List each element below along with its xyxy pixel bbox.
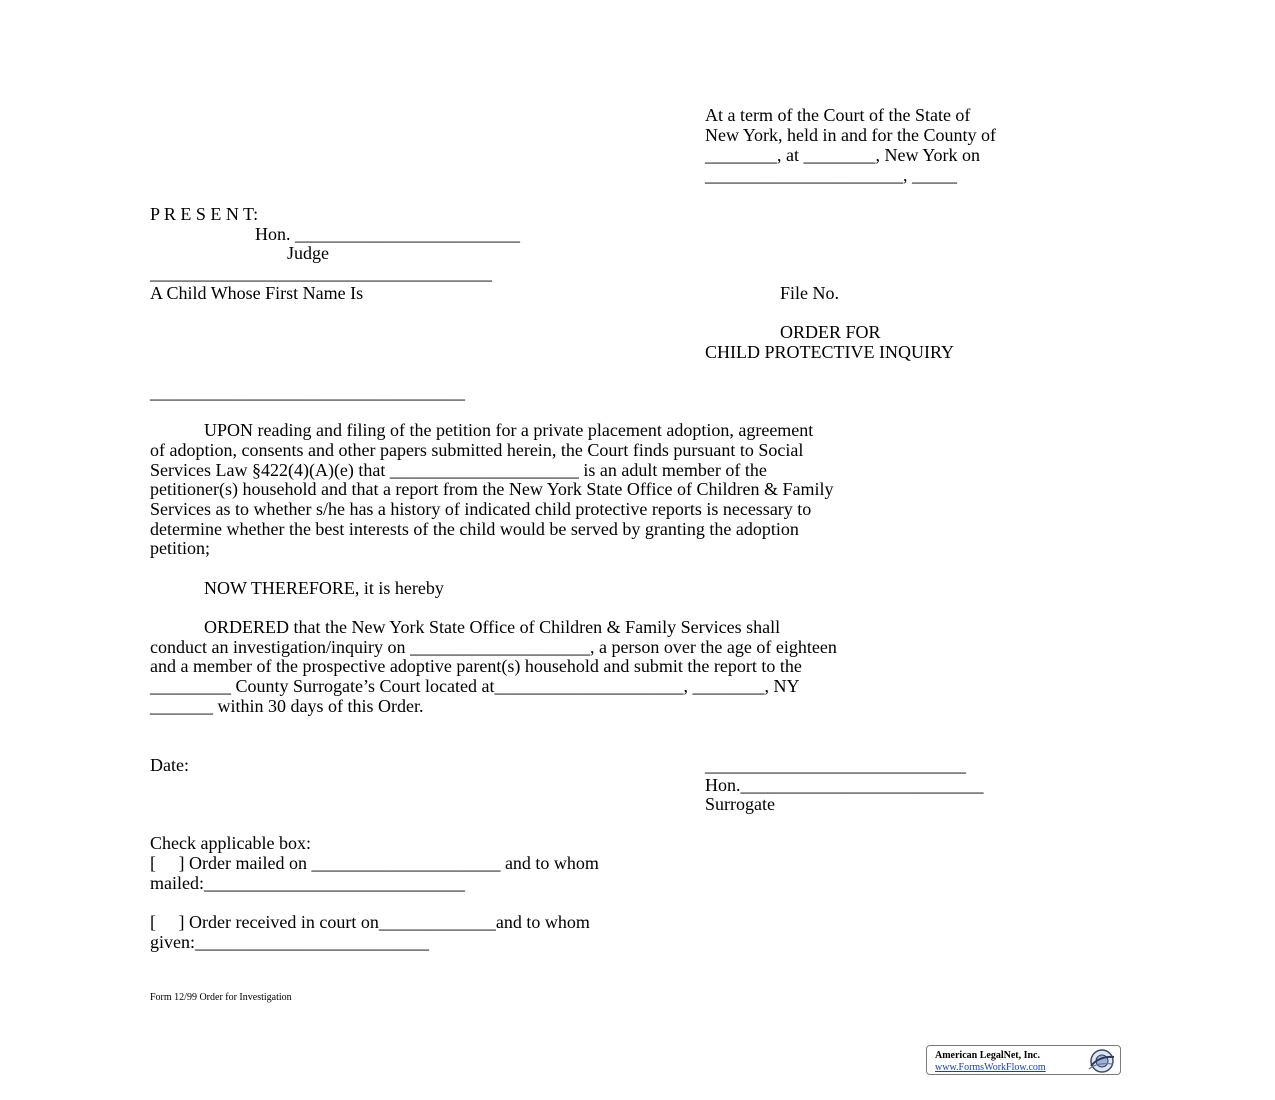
date-label: Date: — [150, 755, 189, 775]
surrogate-name-line: Hon.___________________________ — [705, 775, 984, 795]
paragraph-ordered-line-5: _______ within 30 days of this Order. — [150, 696, 424, 716]
order-title-line-2: CHILD PROTECTIVE INQUIRY — [705, 342, 954, 362]
paragraph-ordered-line-3: and a member of the prospective adoptive parent(s) household and submit the report to the — [150, 656, 802, 676]
paragraph-ordered-line-1: ORDERED that the New York State Office of Children & Family Services shall — [150, 617, 781, 637]
child-first-name-label: A Child Whose First Name Is — [150, 283, 364, 303]
court-header-line-3: ________, at ________, New York on — [705, 145, 981, 165]
court-header-line-1: At a term of the Court of the State of — [705, 105, 971, 125]
paragraph-ordered-line-2: conduct an investigation/inquiry on ____________________, a person over the age of eighteen — [150, 637, 837, 657]
mailed-to-line: mailed:_____________________________ — [150, 873, 465, 893]
checkbox-order-received: [ ] Order received in court on_____________and to whom — [150, 912, 590, 932]
paragraph-upon-line-5: Services as to whether s/he has a history of indicated child protective reports is necessary to — [150, 499, 812, 519]
form-identifier: Form 12/99 Order for Investigation — [150, 992, 292, 1003]
surrogate-title: Surrogate — [705, 794, 775, 814]
paragraph-ordered-line-4: _________ County Surrogate’s Court located at_____________________, ________, NY — [150, 676, 800, 696]
signature-line: _____________________________ — [705, 755, 966, 775]
american-legalnet-logo[interactable] — [926, 1045, 1121, 1075]
file-number-label: File No. — [780, 283, 840, 303]
paragraph-upon-line-4: petitioner(s) household and that a report from the New York State Office of Children & Family — [150, 479, 834, 499]
caption-name-line: ___________________________________ — [150, 382, 465, 402]
caption-divider: ______________________________________ — [150, 263, 492, 283]
court-header-line-2: New York, held in and for the County of — [705, 125, 996, 145]
paragraph-upon-line-7: petition; — [150, 538, 210, 558]
paragraph-upon-line-2: of adoption, consents and other papers submitted herein, the Court finds pursuant to Social — [150, 440, 804, 460]
checkbox-order-mailed: [ ] Order mailed on _____________________ and to whom — [150, 853, 599, 873]
given-to-line: given:__________________________ — [150, 932, 429, 952]
judge-name-line: Hon. _________________________ — [255, 224, 520, 244]
present-label: P R E S E N T: — [150, 204, 259, 224]
paragraph-upon-line-1: UPON reading and filing of the petition for a private placement adoption, agreement — [150, 420, 814, 440]
logo-website-link[interactable]: www.FormsWorkFlow.com — [935, 1062, 1046, 1073]
court-header-line-4: ______________________, _____ — [705, 165, 957, 185]
order-title-line-1: ORDER FOR — [780, 322, 881, 342]
judge-title: Judge — [287, 243, 329, 263]
globe-icon — [1085, 1048, 1117, 1074]
now-therefore-line: NOW THEREFORE, it is hereby — [150, 578, 444, 598]
paragraph-upon-line-3: Services Law §422(4)(A)(e) that _____________________ is an adult member of the — [150, 460, 767, 480]
check-box-heading: Check applicable box: — [150, 833, 311, 853]
logo-company-name: American LegalNet, Inc. — [935, 1050, 1040, 1061]
paragraph-upon-line-6: determine whether the best interests of the child would be served by granting the adoption — [150, 519, 799, 539]
